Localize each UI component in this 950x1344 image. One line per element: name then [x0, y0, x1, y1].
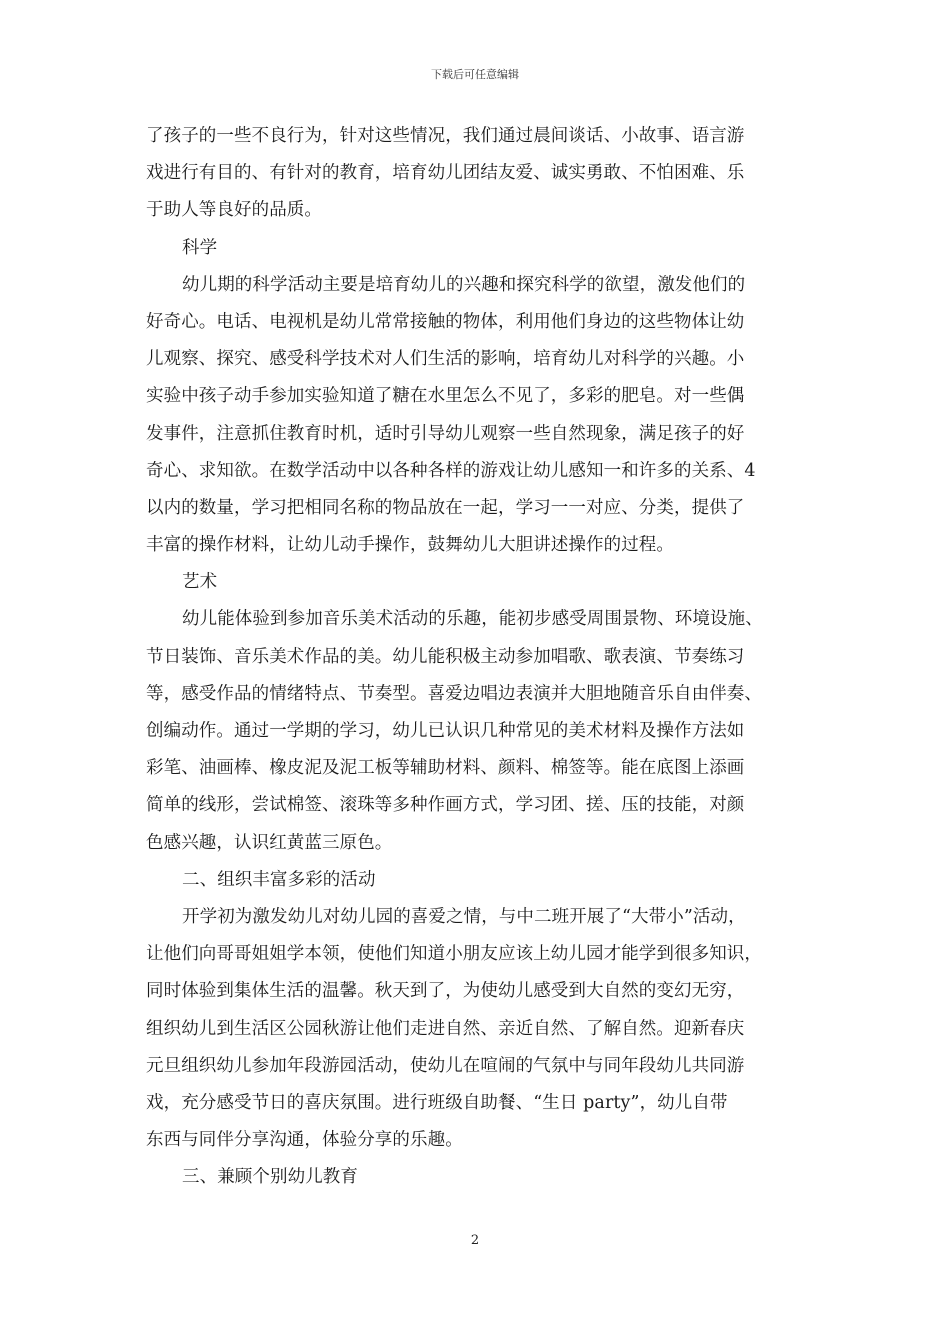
text-line: 奇心、求知欲。在数学活动中以各种各样的游戏让幼儿感知一和许多的关系、4 [146, 460, 756, 481]
text-line: 戏进行有目的、有针对的教育，培育幼儿团结友爱、诚实勇敢、不怕困难、乐 [146, 163, 745, 184]
page-number: 2 [470, 1233, 480, 1248]
text-line: 发事件，注意抓住教育时机，适时引导幼儿观察一些自然现象，满足孩子的好 [146, 423, 745, 444]
text-line: 等，感受作品的情绪特点、节奏型。喜爱边唱边表演并大胆地随音乐自由伴奏、 [146, 683, 762, 704]
text-line: 彩笔、油画棒、橡皮泥及泥工板等辅助材料、颜料、棉签等。能在底图上添画 [146, 758, 745, 779]
text-line: 艺术 [182, 572, 218, 593]
text-line: 三、兼顾个别幼儿教育 [182, 1167, 358, 1188]
text-line: 东西与同伴分享沟通，体验分享的乐趣。 [146, 1130, 463, 1151]
page-header: 下载后可任意编辑 [431, 68, 519, 81]
text-line: 科学 [182, 237, 218, 258]
text-line: 色感兴趣，认识红黄蓝三原色。 [146, 832, 393, 853]
text-line: 于助人等良好的品质。 [146, 200, 322, 221]
text-line: 节日装饰、音乐美术作品的美。幼儿能积极主动参加唱歌、歌表演、节奏练习 [146, 646, 745, 667]
text-line: 幼儿期的科学活动主要是培育幼儿的兴趣和探究科学的欲望，激发他们的 [182, 274, 746, 295]
text-line: 实验中孩子动手参加实验知道了糖在水里怎么不见了，多彩的肥皂。对一些偶 [146, 386, 745, 407]
text-line: 以内的数量，学习把相同名称的物品放在一起，学习一一对应、分类，提供了 [146, 497, 745, 518]
text-line: 二、组织丰富多彩的活动 [182, 869, 376, 890]
text-line: 开学初为激发幼儿对幼儿园的喜爱之情，与中二班开展了“大带小”活动， [182, 906, 746, 927]
text-line: 让他们向哥哥姐姐学本领，使他们知道小朋友应该上幼儿园才能学到很多知识， [146, 944, 762, 965]
text-line: 儿观察、探究、感受科学技术对人们生活的影响，培育幼儿对科学的兴趣。小 [146, 349, 745, 370]
text-line: 丰富的操作材料，让幼儿动手操作，鼓舞幼儿大胆讲述操作的过程。 [146, 535, 674, 556]
text-line: 了孩子的一些不良行为，针对这些情况，我们通过晨间谈话、小故事、语言游 [146, 126, 745, 146]
text-line: 幼儿能体验到参加音乐美术活动的乐趣，能初步感受周围景物、环境设施、 [182, 609, 763, 630]
text-line: 组织幼儿到生活区公园秋游让他们走进自然、亲近自然、了解自然。迎新春庆 [146, 1018, 745, 1039]
document-body [146, 118, 806, 1196]
text-line: 创编动作。通过一学期的学习，幼儿已认识几种常见的美术材料及操作方法如 [146, 721, 745, 741]
text-line: 好奇心。电话、电视机是幼儿常常接触的物体，利用他们身边的这些物体让幼 [146, 311, 745, 332]
text-line: 元旦组织幼儿参加年段游园活动，使幼儿在喧闹的气氛中与同年段幼儿共同游 [146, 1055, 745, 1076]
text-line: 戏，充分感受节日的喜庆氛围。进行班级自助餐、“生日 party”，幼儿自带 [146, 1092, 728, 1113]
text-line: 同时体验到集体生活的温馨。秋天到了，为使幼儿感受到大自然的变幻无穷， [146, 981, 745, 1002]
text-line: 简单的线形，尝试棉签、滚珠等多种作画方式，学习团、搓、压的技能，对颜 [146, 795, 745, 816]
